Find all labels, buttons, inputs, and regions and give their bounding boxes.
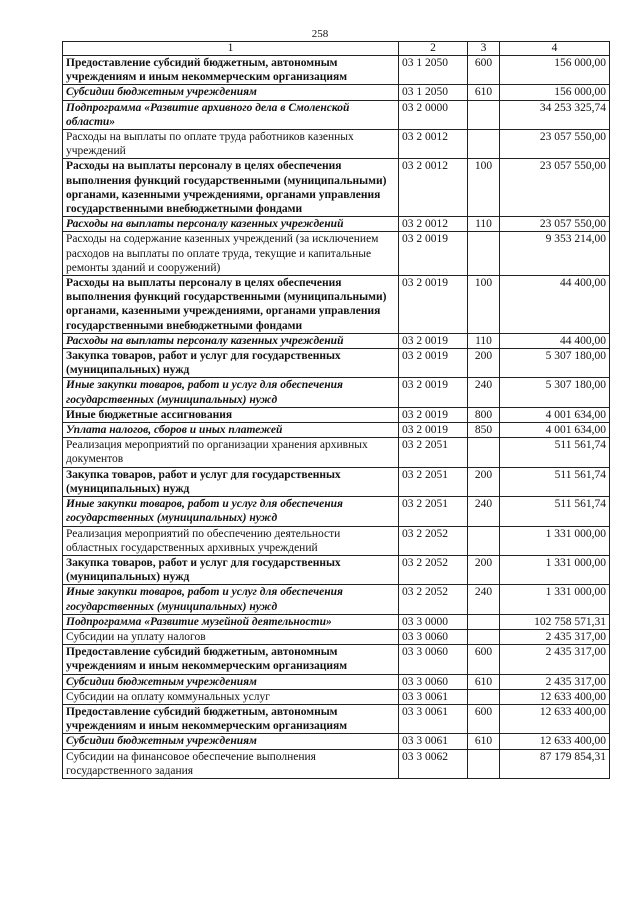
row-type-cell: 850 — [468, 423, 500, 438]
row-name-cell: Реализация мероприятий по обеспечению деятельности областных государственных архивных учреждений — [63, 526, 399, 555]
header-col-amount: 4 — [500, 42, 610, 56]
row-amount-cell: 511 561,74 — [500, 497, 610, 526]
row-code-cell: 03 3 0061 — [399, 734, 468, 749]
row-type-cell: 110 — [468, 217, 500, 232]
header-col-type: 3 — [468, 42, 500, 56]
table-row — [63, 614, 610, 629]
row-name-cell: Субсидии на уплату налогов — [63, 629, 399, 644]
row-name-cell: Расходы на выплаты персоналу в целях обеспечения выполнения функций государственными (муниципальными) органами, казенными учреждениями, органами управления государственными внебюджетными фондами — [63, 276, 399, 334]
table-row — [63, 130, 610, 159]
row-amount-cell: 511 561,74 — [500, 467, 610, 496]
row-name-cell: Предоставление субсидий бюджетным, автономным учреждениям и иным некоммерческим организациям — [63, 704, 399, 733]
row-type-cell — [468, 100, 500, 129]
row-type-cell: 600 — [468, 645, 500, 674]
row-amount-cell: 12 633 400,00 — [500, 734, 610, 749]
row-code-cell: 03 2 2051 — [399, 497, 468, 526]
row-name-cell: Реализация мероприятий по организации хранения архивных документов — [63, 438, 399, 467]
row-amount-cell: 4 001 634,00 — [500, 407, 610, 422]
row-code-cell: 03 2 0019 — [399, 276, 468, 334]
row-amount-cell: 2 435 317,00 — [500, 645, 610, 674]
row-code-cell: 03 2 2051 — [399, 467, 468, 496]
row-name-cell: Закупка товаров, работ и услуг для государственных (муниципальных) нужд — [63, 467, 399, 496]
row-amount-cell: 1 331 000,00 — [500, 585, 610, 614]
table-row — [63, 497, 610, 526]
row-code-cell: 03 2 0019 — [399, 423, 468, 438]
row-amount-cell: 44 400,00 — [500, 333, 610, 348]
row-code-cell: 03 1 2050 — [399, 85, 468, 100]
row-code-cell: 03 3 0060 — [399, 645, 468, 674]
table-row — [63, 349, 610, 378]
row-name-cell: Субсидии на оплату коммунальных услуг — [63, 689, 399, 704]
table-header-row — [63, 42, 610, 56]
table-row — [63, 232, 610, 276]
table-row — [63, 585, 610, 614]
row-name-cell: Субсидии бюджетным учреждениям — [63, 734, 399, 749]
row-name-cell: Расходы на содержание казенных учреждений (за исключением расходов на выплаты по оплате труда, текущие и капитальные ремонты зданий и сооружений) — [63, 232, 399, 276]
row-code-cell: 03 3 0062 — [399, 749, 468, 778]
row-code-cell: 03 2 2052 — [399, 555, 468, 584]
row-code-cell: 03 1 2050 — [399, 56, 468, 85]
row-amount-cell: 87 179 854,31 — [500, 749, 610, 778]
row-code-cell: 03 3 0060 — [399, 674, 468, 689]
row-type-cell — [468, 689, 500, 704]
row-name-cell: Субсидии бюджетным учреждениям — [63, 674, 399, 689]
row-amount-cell: 5 307 180,00 — [500, 378, 610, 407]
row-type-cell: 240 — [468, 497, 500, 526]
table-row — [63, 645, 610, 674]
table-row — [63, 734, 610, 749]
row-type-cell: 100 — [468, 276, 500, 334]
table-row — [63, 423, 610, 438]
table-row — [63, 629, 610, 644]
row-code-cell: 03 2 0012 — [399, 159, 468, 217]
table-row — [63, 555, 610, 584]
row-name-cell: Предоставление субсидий бюджетным, автономным учреждениям и иным некоммерческим организациям — [63, 645, 399, 674]
row-type-cell — [468, 614, 500, 629]
row-amount-cell: 1 331 000,00 — [500, 526, 610, 555]
row-name-cell: Расходы на выплаты по оплате труда работников казенных учреждений — [63, 130, 399, 159]
page-number: 258 — [311, 28, 329, 40]
row-name-cell: Подпрограмма «Развитие архивного дела в Смоленской области» — [63, 100, 399, 129]
row-name-cell: Иные закупки товаров, работ и услуг для обеспечения государственных (муниципальных) нужд — [63, 585, 399, 614]
row-type-cell: 110 — [468, 333, 500, 348]
row-type-cell — [468, 232, 500, 276]
row-code-cell: 03 2 2051 — [399, 438, 468, 467]
row-type-cell: 240 — [468, 585, 500, 614]
row-name-cell: Расходы на выплаты персоналу казенных учреждений — [63, 333, 399, 348]
row-code-cell: 03 2 0019 — [399, 407, 468, 422]
row-amount-cell: 4 001 634,00 — [500, 423, 610, 438]
row-code-cell: 03 3 0061 — [399, 704, 468, 733]
row-name-cell: Расходы на выплаты персоналу казенных учреждений — [63, 217, 399, 232]
row-type-cell — [468, 438, 500, 467]
row-code-cell: 03 2 0019 — [399, 349, 468, 378]
table-row — [63, 526, 610, 555]
row-amount-cell: 23 057 550,00 — [500, 217, 610, 232]
row-amount-cell: 12 633 400,00 — [500, 704, 610, 733]
table-row — [63, 674, 610, 689]
table-row — [63, 704, 610, 733]
row-amount-cell: 44 400,00 — [500, 276, 610, 334]
table-row — [63, 438, 610, 467]
row-name-cell: Субсидии бюджетным учреждениям — [63, 85, 399, 100]
table-row — [63, 467, 610, 496]
row-amount-cell: 156 000,00 — [500, 56, 610, 85]
row-name-cell: Подпрограмма «Развитие музейной деятельности» — [63, 614, 399, 629]
row-type-cell: 100 — [468, 159, 500, 217]
row-name-cell: Иные бюджетные ассигнования — [63, 407, 399, 422]
row-code-cell: 03 2 2052 — [399, 585, 468, 614]
row-amount-cell: 5 307 180,00 — [500, 349, 610, 378]
table-row — [63, 217, 610, 232]
header-col-code: 2 — [399, 42, 468, 56]
row-code-cell: 03 2 0019 — [399, 232, 468, 276]
row-code-cell: 03 3 0060 — [399, 629, 468, 644]
row-type-cell — [468, 526, 500, 555]
row-type-cell: 200 — [468, 467, 500, 496]
row-name-cell: Закупка товаров, работ и услуг для государственных (муниципальных) нужд — [63, 349, 399, 378]
row-amount-cell: 34 253 325,74 — [500, 100, 610, 129]
row-amount-cell: 23 057 550,00 — [500, 159, 610, 217]
table-row — [63, 276, 610, 334]
row-code-cell: 03 2 0012 — [399, 217, 468, 232]
row-name-cell: Предоставление субсидий бюджетным, автономным учреждениям и иным некоммерческим организациям — [63, 56, 399, 85]
row-amount-cell: 2 435 317,00 — [500, 674, 610, 689]
table-row — [63, 378, 610, 407]
header-col-name: 1 — [63, 42, 399, 56]
row-code-cell: 03 3 0061 — [399, 689, 468, 704]
row-code-cell: 03 2 2052 — [399, 526, 468, 555]
row-code-cell: 03 2 0019 — [399, 333, 468, 348]
row-name-cell: Субсидии на финансовое обеспечение выполнения государственного задания — [63, 749, 399, 778]
row-type-cell: 800 — [468, 407, 500, 422]
row-code-cell: 03 2 0019 — [399, 378, 468, 407]
table-body — [63, 56, 610, 779]
table-row — [63, 56, 610, 85]
row-amount-cell: 102 758 571,31 — [500, 614, 610, 629]
row-type-cell — [468, 130, 500, 159]
row-code-cell: 03 2 0012 — [399, 130, 468, 159]
row-code-cell: 03 2 0000 — [399, 100, 468, 129]
row-type-cell — [468, 629, 500, 644]
row-type-cell: 240 — [468, 378, 500, 407]
row-amount-cell: 2 435 317,00 — [500, 629, 610, 644]
row-name-cell: Иные закупки товаров, работ и услуг для обеспечения государственных (муниципальных) нужд — [63, 378, 399, 407]
row-name-cell: Закупка товаров, работ и услуг для государственных (муниципальных) нужд — [63, 555, 399, 584]
row-amount-cell: 1 331 000,00 — [500, 555, 610, 584]
table-row — [63, 100, 610, 129]
row-type-cell: 200 — [468, 555, 500, 584]
table-row — [63, 333, 610, 348]
table-row — [63, 85, 610, 100]
table-row — [63, 407, 610, 422]
row-name-cell: Иные закупки товаров, работ и услуг для обеспечения государственных (муниципальных) нужд — [63, 497, 399, 526]
row-amount-cell: 12 633 400,00 — [500, 689, 610, 704]
table-row — [63, 159, 610, 217]
row-type-cell — [468, 749, 500, 778]
row-amount-cell: 9 353 214,00 — [500, 232, 610, 276]
row-amount-cell: 156 000,00 — [500, 85, 610, 100]
table-row — [63, 689, 610, 704]
row-type-cell: 610 — [468, 674, 500, 689]
row-amount-cell: 23 057 550,00 — [500, 130, 610, 159]
row-type-cell: 610 — [468, 85, 500, 100]
row-code-cell: 03 3 0000 — [399, 614, 468, 629]
row-amount-cell: 511 561,74 — [500, 438, 610, 467]
row-name-cell: Уплата налогов, сборов и иных платежей — [63, 423, 399, 438]
table-row — [63, 749, 610, 778]
row-type-cell: 610 — [468, 734, 500, 749]
row-type-cell: 600 — [468, 56, 500, 85]
row-name-cell: Расходы на выплаты персоналу в целях обеспечения выполнения функций государственными (муниципальными) органами, казенными учреждениями, органами управления государственными внебюджетными фондами — [63, 159, 399, 217]
row-type-cell: 600 — [468, 704, 500, 733]
budget-table — [62, 41, 610, 779]
row-type-cell: 200 — [468, 349, 500, 378]
